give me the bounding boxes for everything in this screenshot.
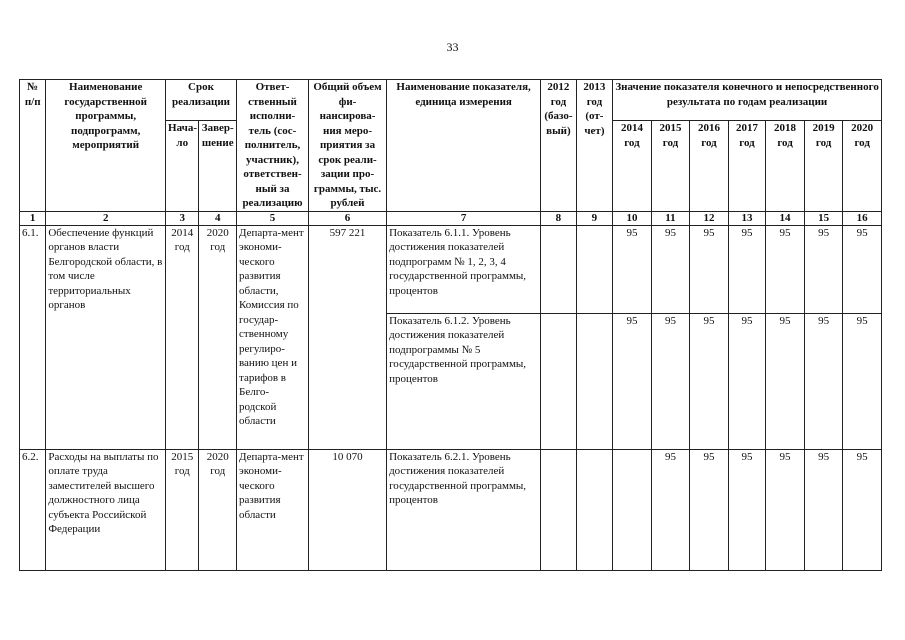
value-2016: 95 [690, 449, 729, 570]
header-term-end: Завер-шение [199, 121, 237, 212]
header-responsible: Ответ-ственный исполни-тель (сос-полнитель, участник), ответствен-ный за реализацию [237, 80, 309, 212]
value-2019: 95 [804, 313, 843, 449]
column-number: 7 [387, 211, 541, 225]
header-volume: Общий объем фи-нансирова-ния меро-приятия за срок реали-зации про-граммы, тыс. рублей [308, 80, 386, 212]
column-number: 5 [237, 211, 309, 225]
header-year: 2018 год [766, 121, 805, 212]
header-year: 2014 год [613, 121, 652, 212]
row-number: 6.2. [20, 449, 46, 570]
program-table [19, 79, 882, 571]
funding-volume: 10 070 [308, 449, 386, 570]
row-number: 6.1. [20, 225, 46, 449]
value-2014: 95 [613, 225, 652, 313]
header-indicator: Наименование показателя, единица измерения [387, 80, 541, 212]
header-term: Срок реализации [166, 80, 237, 121]
column-number: 9 [576, 211, 613, 225]
column-number-row [20, 211, 882, 225]
responsible-executor: Департа-мент экономи-ческого развития области, Комиссия по государ-ственному регулиро-ванию цен и тарифов в Белго-родской области [237, 225, 309, 449]
header-values: Значение показателя конечного и непосредственного результата по годам реализации [613, 80, 882, 121]
term-end: 2020 год [199, 449, 237, 570]
value-2017: 95 [728, 313, 766, 449]
header-row [20, 80, 882, 121]
value-2014 [613, 449, 652, 570]
value-2013 [576, 449, 613, 570]
value-2016: 95 [690, 225, 729, 313]
page-number: 33 [446, 40, 459, 54]
table-row [20, 225, 882, 313]
header-term-start: Нача-ло [166, 121, 199, 212]
header-name: Наименование государственной программы, подпрограмм, мероприятий [46, 80, 166, 212]
column-number: 13 [728, 211, 766, 225]
value-2020: 95 [843, 225, 882, 313]
value-2012 [541, 313, 576, 449]
column-number: 8 [541, 211, 576, 225]
value-2015: 95 [651, 313, 690, 449]
measure-name: Обеспечение функций органов власти Белгородской области, в том числе территориальных органов [46, 225, 166, 449]
value-2012 [541, 225, 576, 313]
column-number: 12 [690, 211, 729, 225]
table-row [20, 449, 882, 570]
indicator-name: Показатель 6.1.2. Уровень достижения показателей подпрограммы № 5 государственной программы, процентов [387, 313, 541, 449]
value-2013 [576, 313, 613, 449]
header-year: 2017 год [728, 121, 766, 212]
value-2014: 95 [613, 313, 652, 449]
term-end: 2020 год [199, 225, 237, 449]
column-number: 14 [766, 211, 805, 225]
value-2015: 95 [651, 225, 690, 313]
column-number: 4 [199, 211, 237, 225]
indicator-name: Показатель 6.2.1. Уровень достижения показателей государственной программы, процентов [387, 449, 541, 570]
header-num: № п/п [20, 80, 46, 212]
header-2012: 2012 год (базо-вый) [541, 80, 576, 212]
header-year: 2020 год [843, 121, 882, 212]
value-2016: 95 [690, 313, 729, 449]
header-year: 2016 год [690, 121, 729, 212]
funding-volume: 597 221 [308, 225, 386, 449]
column-number: 15 [804, 211, 843, 225]
column-number: 10 [613, 211, 652, 225]
header-2013: 2013 год (от-чет) [576, 80, 613, 212]
value-2017: 95 [728, 449, 766, 570]
value-2015: 95 [651, 449, 690, 570]
responsible-executor: Департа-мент экономи-ческого развития области [237, 449, 309, 570]
value-2020: 95 [843, 449, 882, 570]
value-2018: 95 [766, 313, 805, 449]
value-2012 [541, 449, 576, 570]
value-2018: 95 [766, 225, 805, 313]
column-number: 16 [843, 211, 882, 225]
value-2019: 95 [804, 225, 843, 313]
term-start: 2015 год [166, 449, 199, 570]
term-start: 2014 год [166, 225, 199, 449]
header-year: 2015 год [651, 121, 690, 212]
value-2019: 95 [804, 449, 843, 570]
column-number: 3 [166, 211, 199, 225]
column-number: 1 [20, 211, 46, 225]
column-number: 2 [46, 211, 166, 225]
value-2018: 95 [766, 449, 805, 570]
indicator-name: Показатель 6.1.1. Уровень достижения показателей подпрограмм № 1, 2, 3, 4 государственной программы, процентов [387, 225, 541, 313]
column-number: 6 [308, 211, 386, 225]
header-year: 2019 год [804, 121, 843, 212]
value-2013 [576, 225, 613, 313]
value-2020: 95 [843, 313, 882, 449]
measure-name: Расходы на выплаты по оплате труда заместителей высшего должностного лица субъекта Российской Федерации [46, 449, 166, 570]
value-2017: 95 [728, 225, 766, 313]
column-number: 11 [651, 211, 690, 225]
